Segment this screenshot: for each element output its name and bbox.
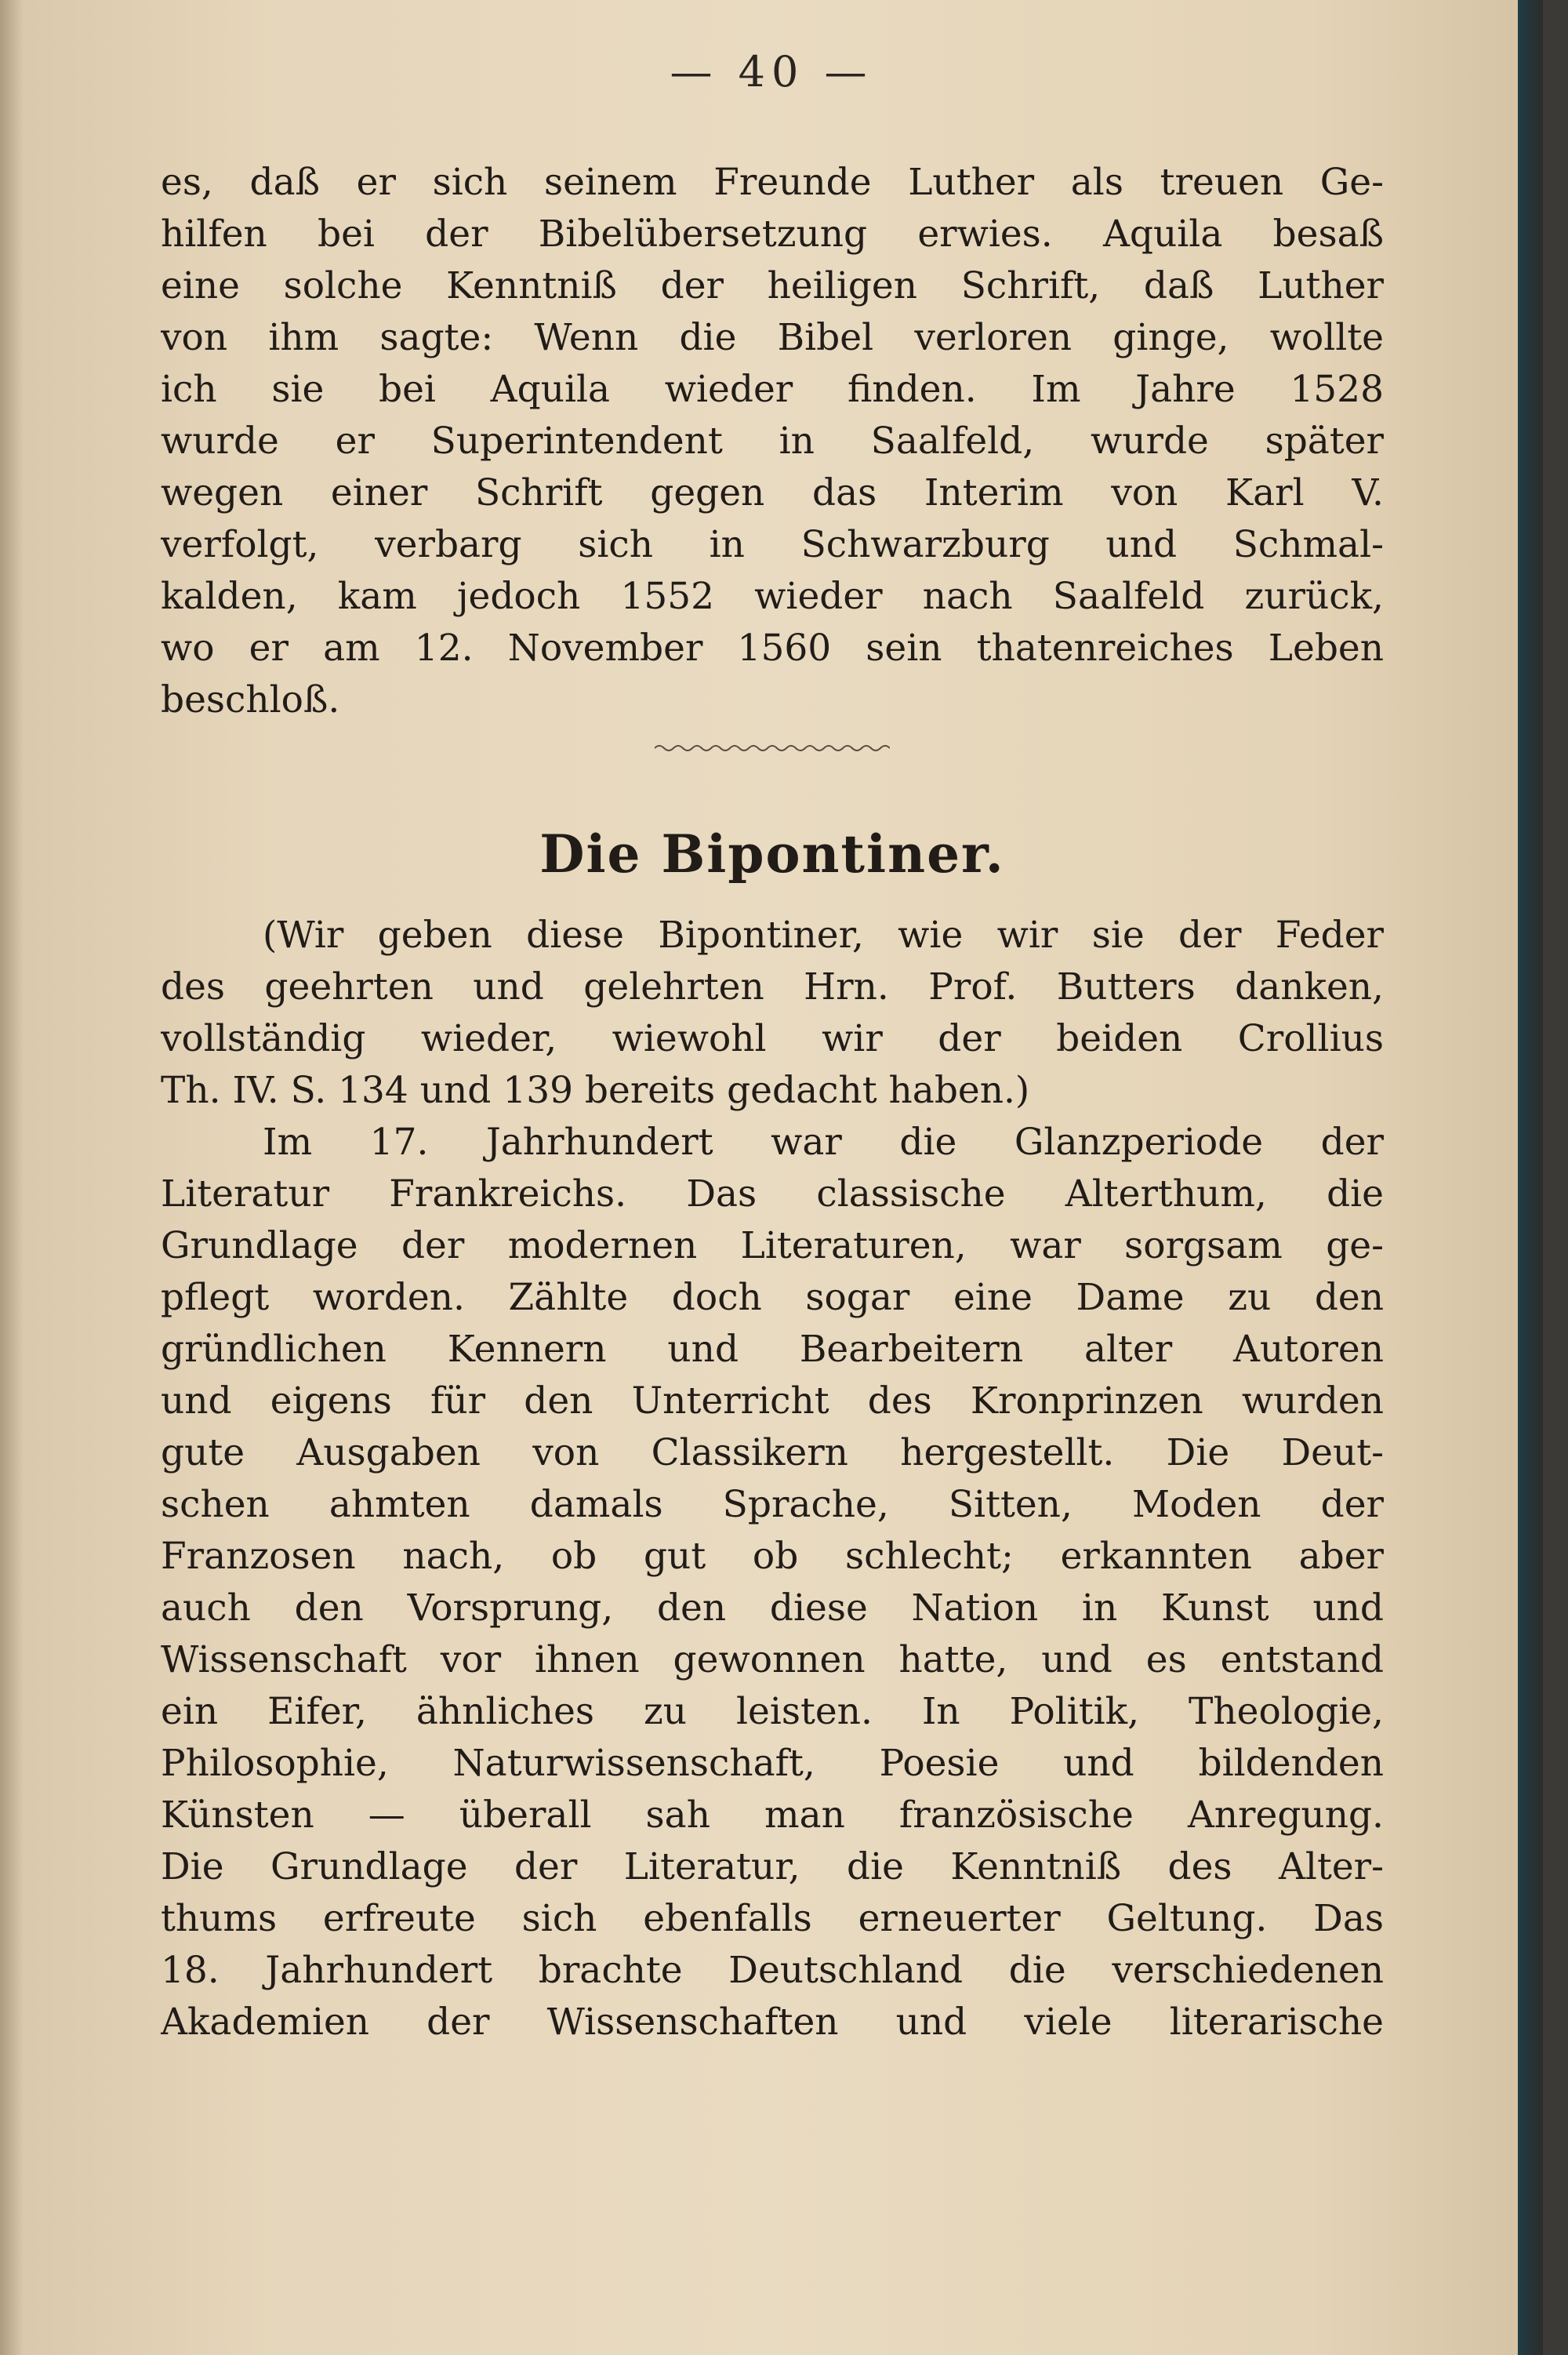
text-line: (Wir geben diese Bipontiner, wie wir sie der Feder (263, 914, 1384, 957)
text-line: schen ahmten damals Sprache, Sitten, Moden der (161, 1483, 1384, 1526)
text-line: verfolgt, verbarg sich in Schwarzburg und Schmal- (161, 523, 1384, 566)
text-line: wegen einer Schrift gegen das Interim von Karl V. (161, 471, 1384, 514)
text-line: thums erfreute sich ebenfalls erneuerter Geltung. Das (161, 1897, 1384, 1940)
text-line: ein Eifer, ähnliches zu leisten. In Politik, Theologie, (161, 1690, 1384, 1733)
text-line: auch den Vorsprung, den diese Nation in Kunst und (161, 1586, 1384, 1630)
text-line: wo er am 12. November 1560 sein thatenreiches Leben (161, 627, 1384, 670)
page-number: — 40 — (670, 47, 873, 96)
book-cover-edge (1518, 0, 1543, 2355)
text-line: eine solche Kenntniß der heiligen Schrift, daß Luther (161, 264, 1384, 307)
text-line: von ihm sagte: Wenn die Bibel verloren ginge, wollte (161, 316, 1384, 359)
spine-shadow (0, 0, 24, 2355)
text-line: ich sie bei Aquila wieder finden. Im Jahre 1528 (161, 368, 1384, 411)
text-block (161, 157, 1384, 2048)
text-line: gründlichen Kennern und Bearbeitern alter Autoren (161, 1328, 1384, 1371)
text-line: kalden, kam jedoch 1552 wieder nach Saalfeld zurück, (161, 575, 1384, 618)
text-line: vollständig wieder, wiewohl wir der beiden Crollius (161, 1017, 1384, 1060)
text-line: Künsten — überall sah man französische Anregung. (161, 1794, 1384, 1837)
text-line: des geehrten und gelehrten Hrn. Prof. Butters danken, (161, 965, 1384, 1009)
text-line: Philosophie, Naturwissenschaft, Poesie und bildenden (161, 1742, 1384, 1785)
text-line: pflegt worden. Zählte doch sogar eine Dame zu den (161, 1276, 1384, 1319)
text-line: Akademien der Wissenschaften und viele literarische (161, 2001, 1384, 2044)
text-line: und eigens für den Unterricht des Kronprinzen wurden (161, 1379, 1384, 1423)
text-line: beschloß. (161, 678, 340, 721)
text-line: wurde er Superintendent in Saalfeld, wurde später (161, 420, 1384, 463)
paragraph-main (161, 1117, 1384, 2048)
text-line: Wissenschaft vor ihnen gewonnen hatte, und es entstand (161, 1638, 1384, 1681)
text-line: es, daß er sich seinem Freunde Luther als treuen Ge- (161, 161, 1384, 204)
text-line: hilfen bei der Bibelübersetzung erwies. Aquila besaß (161, 213, 1384, 256)
section-heading: Die Bipontiner. (539, 823, 1005, 885)
text-line: 18. Jahrhundert brachte Deutschland die verschiedenen (161, 1949, 1384, 1992)
text-line: Grundlage der modernen Literaturen, war sorgsam ge- (161, 1224, 1384, 1267)
text-line: Literatur Frankreichs. Das classische Alterthum, die (161, 1172, 1384, 1216)
text-line: Im 17. Jahrhundert war die Glanzperiode der (263, 1121, 1384, 1164)
text-line: gute Ausgaben von Classikern hergestellt. Die Deut- (161, 1431, 1384, 1474)
text-line: Franzosen nach, ob gut ob schlecht; erkannten aber (161, 1535, 1384, 1578)
text-line: Die Grundlage der Literatur, die Kenntniß des Alter- (161, 1845, 1384, 1888)
text-line: Th. IV. S. 134 und 139 bereits gedacht haben.) (161, 1069, 1030, 1112)
paragraph-editorial-note (161, 910, 1384, 1117)
paragraph-aquila (161, 157, 1384, 726)
wavy-divider-ornament (655, 740, 890, 756)
